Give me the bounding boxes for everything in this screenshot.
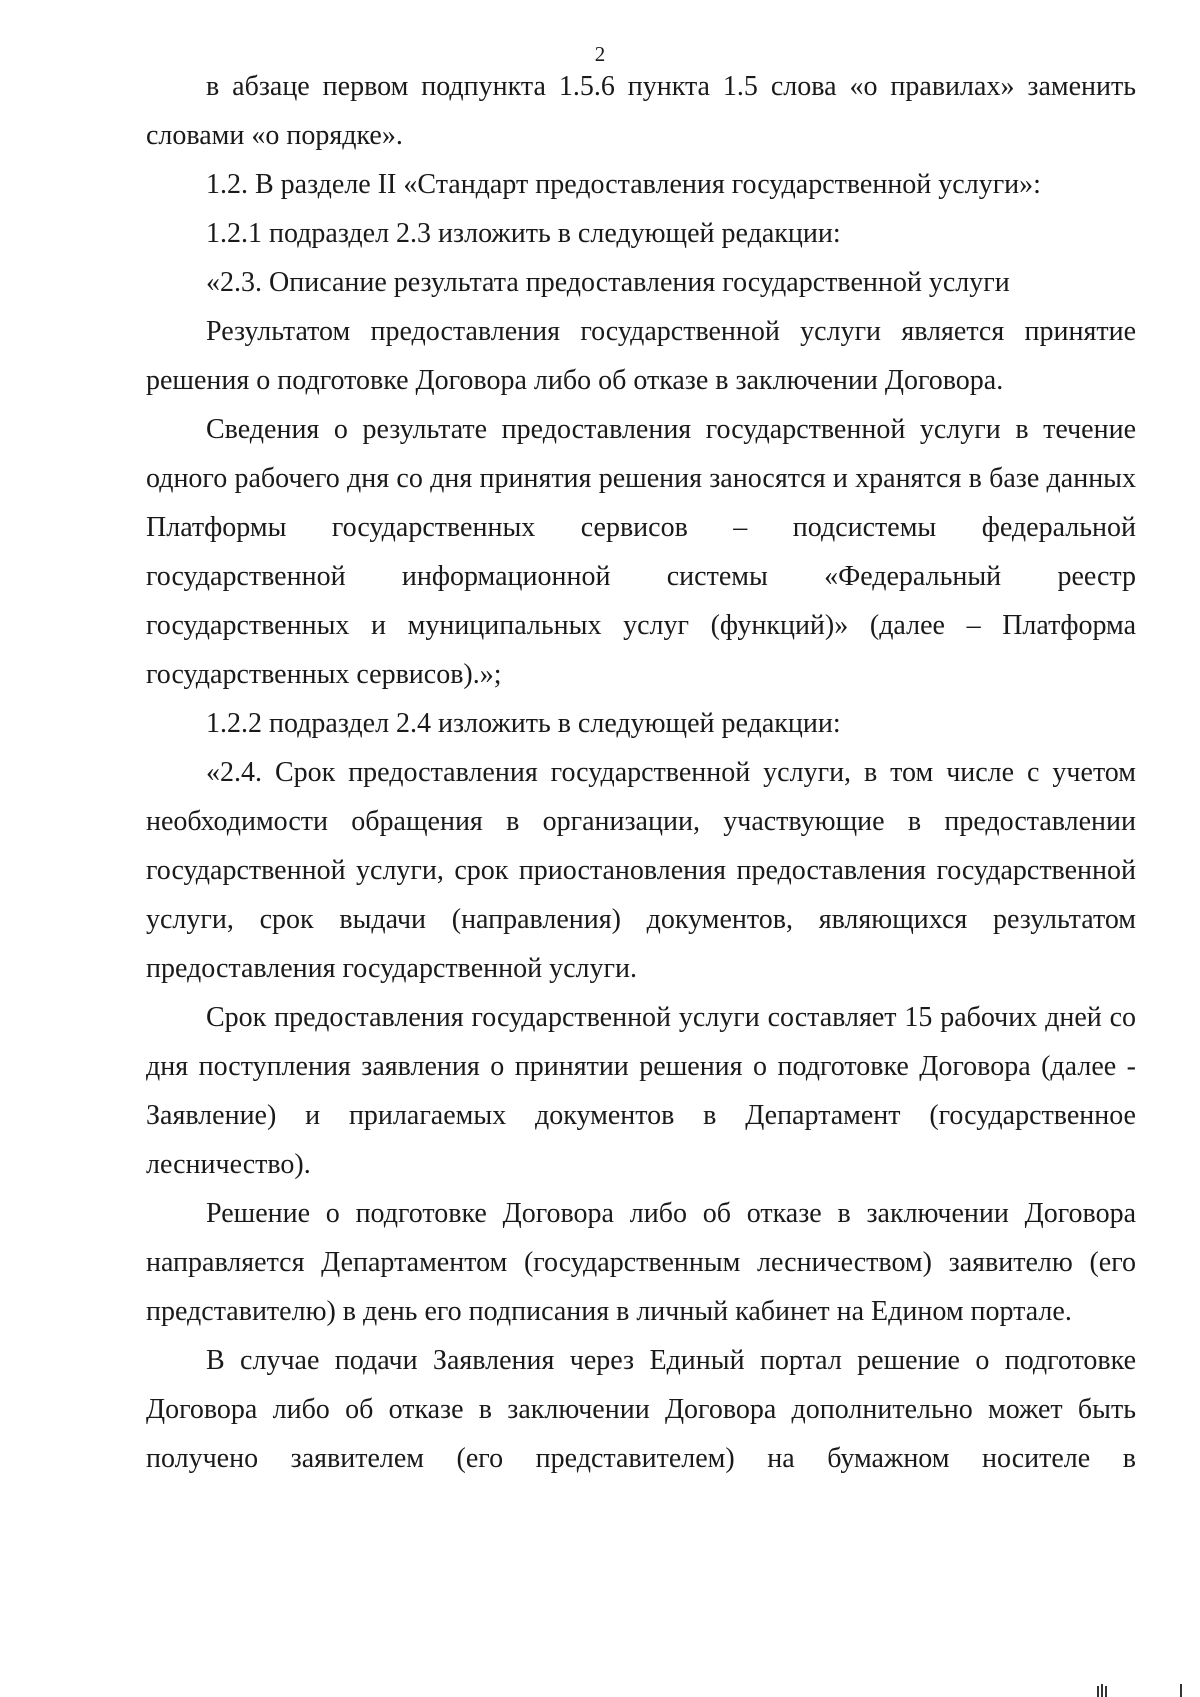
scan-mark xyxy=(1180,1684,1182,1697)
paragraph: В случае подачи Заявления через Единый портал решение о подготовке Договора либо об отказе в заключении Договора дополнительно может быть получено заявителем (его представителем) на бумажном носителе в xyxy=(146,1345,1136,1474)
document-body xyxy=(146,62,1136,1483)
paragraph: Сведения о результате предоставления государственной услуги в течение одного рабочего дня со дня принятия решения заносятся и хранятся в базе данных Платформы государственных сервисов – подсистемы федеральной государственной информационной системы «Федеральный реестр государственных и муниципальных услуг (функций)» (далее – Платформа государственных сервисов).»; xyxy=(146,414,1136,690)
scan-mark xyxy=(1101,1684,1103,1697)
paragraph: Результатом предоставления государственной услуги является принятие решения о подготовке Договора либо об отказе в заключении Договора. xyxy=(146,316,1136,396)
paragraph: 1.2. В разделе II «Стандарт предоставления государственной услуги»: xyxy=(206,169,1041,200)
paragraph: 1.2.1 подраздел 2.3 изложить в следующей редакции: xyxy=(206,218,841,249)
paragraph: 1.2.2 подраздел 2.4 изложить в следующей редакции: xyxy=(206,708,841,739)
paragraph: Срок предоставления государственной услуги составляет 15 рабочих дней со дня поступления заявления о принятии решения о подготовке Договора (далее - Заявление) и прилагаемых документов в Департамент (государственное лесничество). xyxy=(146,1002,1136,1180)
paragraph: в абзаце первом подпункта 1.5.6 пункта 1.5 слова «о правилах» заменить словами «о порядке». xyxy=(146,71,1136,151)
scan-mark xyxy=(1097,1686,1099,1697)
paragraph: Решение о подготовке Договора либо об отказе в заключении Договора направляется Департаментом (государственным лесничеством) заявителю (его представителю) в день его подписания в личный кабинет на Едином портале. xyxy=(146,1198,1136,1327)
paragraph: «2.4. Срок предоставления государственной услуги, в том числе с учетом необходимости обращения в организации, участвующие в предоставлении государственной услуги, срок приостановления предоставления государственной услуги, срок выдачи (направления) документов, являющихся результатом предоставления государственной услуги. xyxy=(146,757,1136,984)
paragraph: «2.3. Описание результата предоставления государственной услуги xyxy=(206,267,1010,298)
page-number: 2 xyxy=(594,42,606,66)
scan-mark xyxy=(1105,1686,1107,1697)
